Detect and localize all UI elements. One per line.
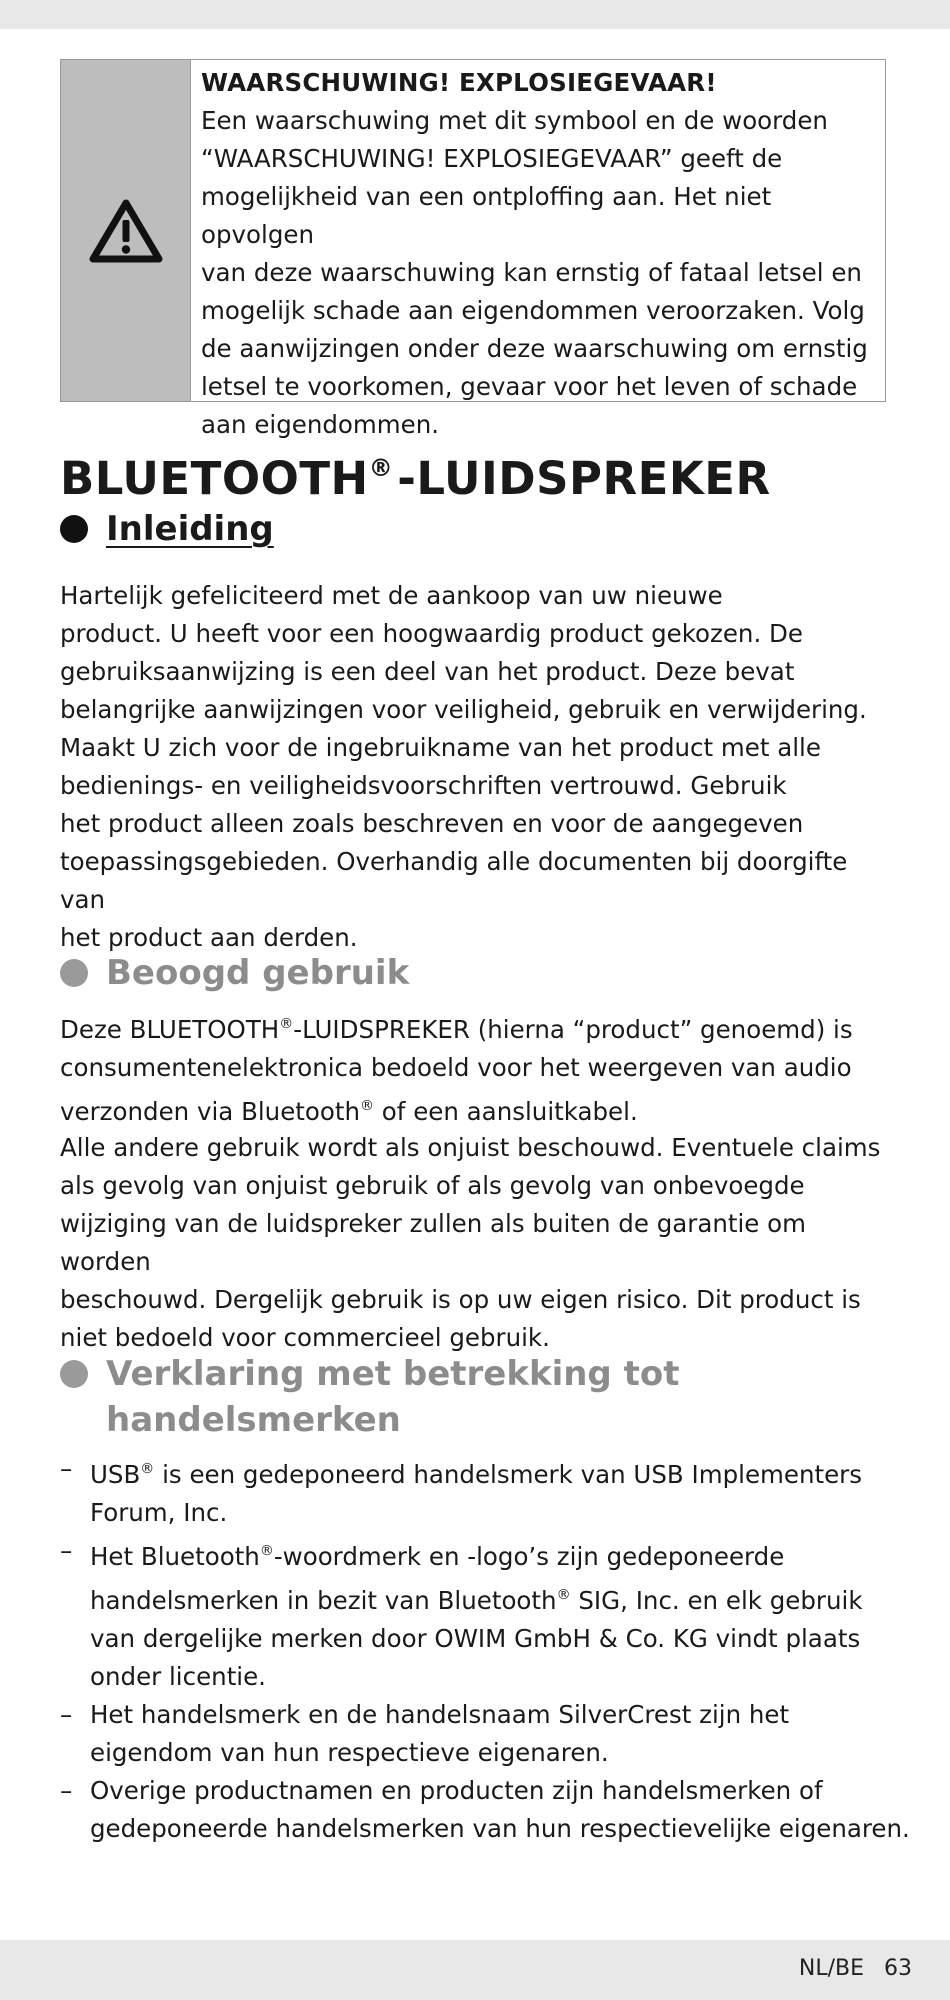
warning-line: de aanwijzingen onder deze waarschuwing om ernstig	[201, 334, 868, 363]
trademark-list	[60, 1450, 910, 1848]
registered-mark: ®	[368, 454, 394, 482]
warning-line: letsel te voorkomen, gevaar voor het leven of schade	[201, 372, 858, 401]
warning-line: “WAARSCHUWING! EXPLOSIEGEVAAR” geeft de	[201, 144, 783, 173]
intro-paragraph	[60, 577, 900, 957]
warning-text	[191, 60, 885, 439]
section-heading-text: Inleiding	[106, 509, 274, 549]
bullet-icon	[60, 1360, 88, 1388]
bullet-icon	[60, 515, 88, 543]
warning-line: mogelijk schade aan eigendommen veroorzaken. Volg	[201, 296, 865, 325]
warning-line: Een waarschuwing met dit symbool en de woorden	[201, 106, 828, 135]
section-heading-intro	[60, 506, 274, 552]
page-number: 63	[884, 1956, 912, 1981]
text-line: verzonden via Bluetooth® of een aansluitkabel.	[60, 1097, 638, 1126]
text-line: belangrijke aanwijzingen voor veiligheid, gebruik en verwijdering.	[60, 695, 867, 724]
text-line: Maakt U zich voor de ingebruikname van het product met alle	[60, 733, 821, 762]
warning-title: WAARSCHUWING! EXPLOSIEGEVAAR!	[201, 68, 717, 97]
page-title-rest: -LUIDSPREKER	[397, 452, 771, 505]
text-line: toepassingsgebieden. Overhandig alle documenten bij doorgifte van	[60, 847, 848, 914]
text-line: Hartelijk gefeliciteerd met de aankoop van uw nieuwe	[60, 581, 723, 610]
section-heading-use	[60, 950, 409, 996]
text-line: consumentenelektronica bedoeld voor het weergeven van audio	[60, 1053, 852, 1082]
text-line: als gevolg van onjuist gebruik of als gevolg van onbevoegde	[60, 1171, 805, 1200]
warning-line: aan eigendommen.	[201, 410, 440, 439]
warning-line: van deze waarschuwing kan ernstig of fataal letsel en	[201, 258, 862, 287]
list-item: – USB® is een gedeponeerd handelsmerk van USB Implementers Forum, Inc.	[60, 1454, 863, 1527]
text-line: beschouwd. Dergelijk gebruik is op uw eigen risico. Dit product is	[60, 1285, 861, 1314]
text-line: het product alleen zoals beschreven en voor de aangegeven	[60, 809, 804, 838]
warning-triangle-icon	[89, 198, 163, 264]
section-heading-text: Beoogd gebruik	[106, 953, 410, 993]
page-title	[60, 440, 771, 507]
section-heading-trademarks	[60, 1351, 679, 1443]
list-item: – Het handelsmerk en de handelsnaam SilverCrest zijn het eigendom van hun respectieve eigenaren.	[60, 1700, 790, 1767]
section-heading-text: Verklaring met betrekking tot handelsmerken	[106, 1354, 680, 1440]
text-line: Deze BLUETOOTH®-LUIDSPREKER (hierna “product” genoemd) is	[60, 1015, 853, 1044]
warning-icon-panel	[61, 60, 191, 401]
text-line: het product aan derden.	[60, 923, 358, 952]
page-title-main: BLUETOOTH	[60, 452, 369, 505]
use-paragraph-2	[60, 1129, 900, 1357]
text-line: bedienings- en veiligheidsvoorschriften vertrouwd. Gebruik	[60, 771, 787, 800]
text-line: wijziging van de luidspreker zullen als buiten de garantie om worden	[60, 1209, 807, 1276]
list-item: – Overige productnamen en producten zijn handelsmerken of gedeponeerde handelsmerken van hun respectievelijke eigenaren.	[60, 1776, 910, 1843]
text-line: Alle andere gebruik wordt als onjuist beschouwd. Eventuele claims	[60, 1133, 881, 1162]
warning-line: mogelijkheid van een ontploffing aan. Het niet opvolgen	[201, 182, 772, 249]
use-paragraph-1	[60, 1005, 900, 1131]
text-line: product. U heeft voor een hoogwaardig product gekozen. De	[60, 619, 803, 648]
footer-locale: NL/BE	[798, 1956, 864, 1981]
text-line: niet bedoeld voor commercieel gebruik.	[60, 1323, 550, 1352]
warning-box	[60, 59, 886, 439]
bullet-icon	[60, 959, 88, 987]
top-band	[0, 0, 950, 29]
text-line: gebruiksaanwijzing is een deel van het product. Deze bevat	[60, 657, 795, 686]
list-item: – Het Bluetooth®-woordmerk en -logo’s zijn gedeponeerde handelsmerken in bezit van Bluetooth® SIG, Inc. en elk gebruik van dergelijke merken door OWIM GmbH & Co. KG vindt plaats onder licentie.	[60, 1536, 863, 1691]
page-footer	[799, 1956, 912, 1981]
